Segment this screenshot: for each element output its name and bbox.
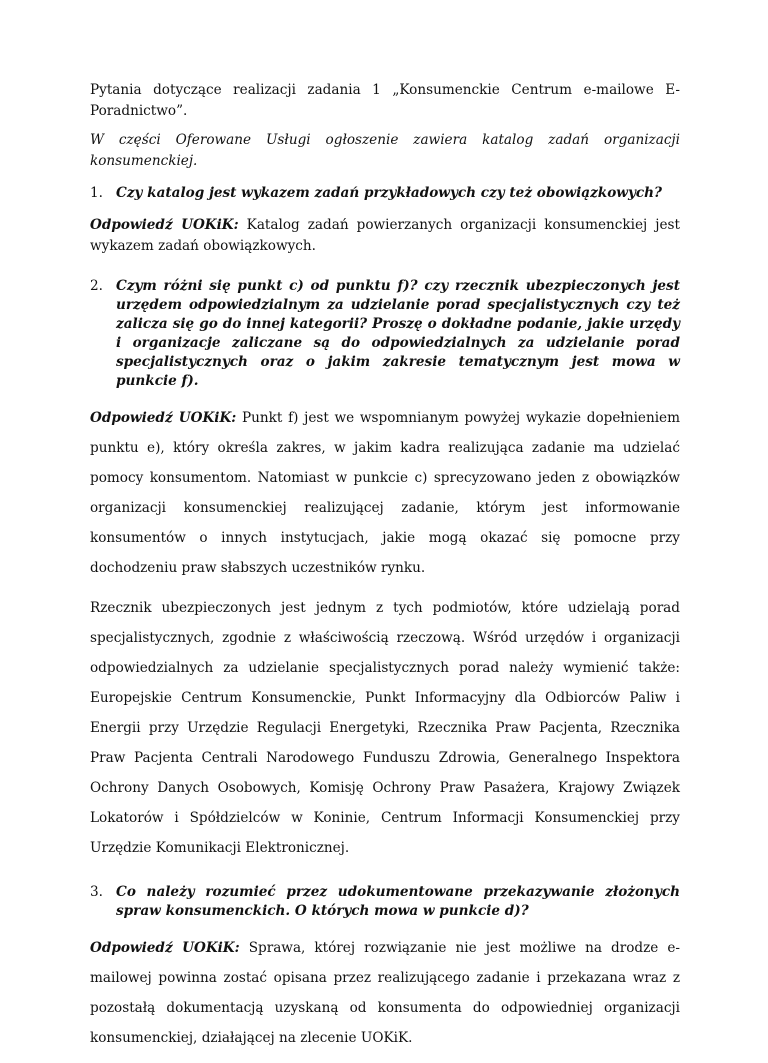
question-text: Czym różni się punkt c) od punktu f)? czy rzecznik ubezpieczonych jest urzędem odpowiedzialnym za udzielanie porad specjalistycznych czy też zalicza się go do innej kategorii? Proszę o dokładne podanie, jakie urzędy i organizacje zaliczane są do odpowiedzialnych za udzielanie porad specjalistycznych oraz o jakim zakresie tematycznym jest mowa w punkcie f).	[116, 278, 680, 389]
question-1	[90, 184, 680, 203]
answer-2-extra: Rzecznik ubezpieczonych jest jednym z tych podmiotów, które udzielają porad specjalistycznych, zgodnie z właściwością rzeczową. Wśród urzędów i organizacji odpowiedzialnych za udzielanie specjalistycznych porad należy wymienić także: Europejskie Centrum Konsumenckie, Punkt Informacyjny dla Odbiorców Paliw i Energii przy Urzędzie Regulacji Energetyki, Rzecznika Praw Pacjenta, Rzecznika Praw Pacjenta Centrali Narodowego Funduszu Zdrowia, Generalnego Inspektora Ochrony Danych Osobowych, Komisję Ochrony Praw Pasażera, Krajowy Związek Lokatorów i Spółdzielców w Koninie, Centrum Informacji Konsumenckiej przy Urzędzie Komunikacji Elektronicznej.	[90, 600, 680, 856]
document-intro-italic: W części Oferowane Usługi ogłoszenie zawiera katalog zadań organizacji konsumenckiej.	[90, 132, 680, 169]
question-2	[90, 277, 680, 391]
question-number: 2.	[90, 278, 103, 294]
answer-label: Odpowiedź UOKiK:	[90, 940, 240, 956]
answer-3	[90, 933, 680, 1053]
document-intro: Pytania dotyczące realizacji zadania 1 „Konsumenckie Centrum e-mailowe E-Poradnictwo”.	[90, 82, 680, 119]
answer-text: Katalog zadań powierzanych organizacji konsumenckiej jest wykazem zadań obowiązkowych.	[90, 217, 680, 254]
answer-2	[90, 403, 680, 583]
answer-text: Sprawa, której rozwiązanie nie jest możliwe na drodze e-mailowej powinna zostać opisana przez realizującego zadanie i przekazana wraz z pozostałą dokumentacją uzyskaną od konsumenta do odpowiedniej organizacji konsumenckiej, działającej na zlecenie UOKiK.	[90, 940, 680, 1046]
answer-label: Odpowiedź UOKiK:	[90, 217, 239, 233]
answer-1	[90, 215, 680, 257]
question-number: 3.	[90, 884, 103, 900]
answer-label: Odpowiedź UOKiK:	[90, 410, 237, 426]
question-number: 1.	[90, 185, 103, 201]
question-text: Co należy rozumieć przez udokumentowane przekazywanie złożonych spraw konsumenckich. O których mowa w punkcie d)?	[116, 884, 680, 919]
document-page	[90, 80, 680, 1063]
question-3	[90, 883, 680, 921]
answer-text: Punkt f) jest we wspomnianym powyżej wykazie dopełnieniem punktu e), który określa zakres, w jakim kadra realizująca zadanie ma udzielać pomocy konsumentom. Natomiast w punkcie c) sprecyzowano jeden z obowiązków organizacji konsumenckiej realizującej zadanie, którym jest informowanie konsumentów o innych instytucjach, jakie mogą okazać się pomocne przy dochodzeniu praw słabszych uczestników rynku.	[90, 410, 680, 576]
question-text: Czy katalog jest wykazem zadań przykładowych czy też obowiązkowych?	[116, 185, 663, 201]
